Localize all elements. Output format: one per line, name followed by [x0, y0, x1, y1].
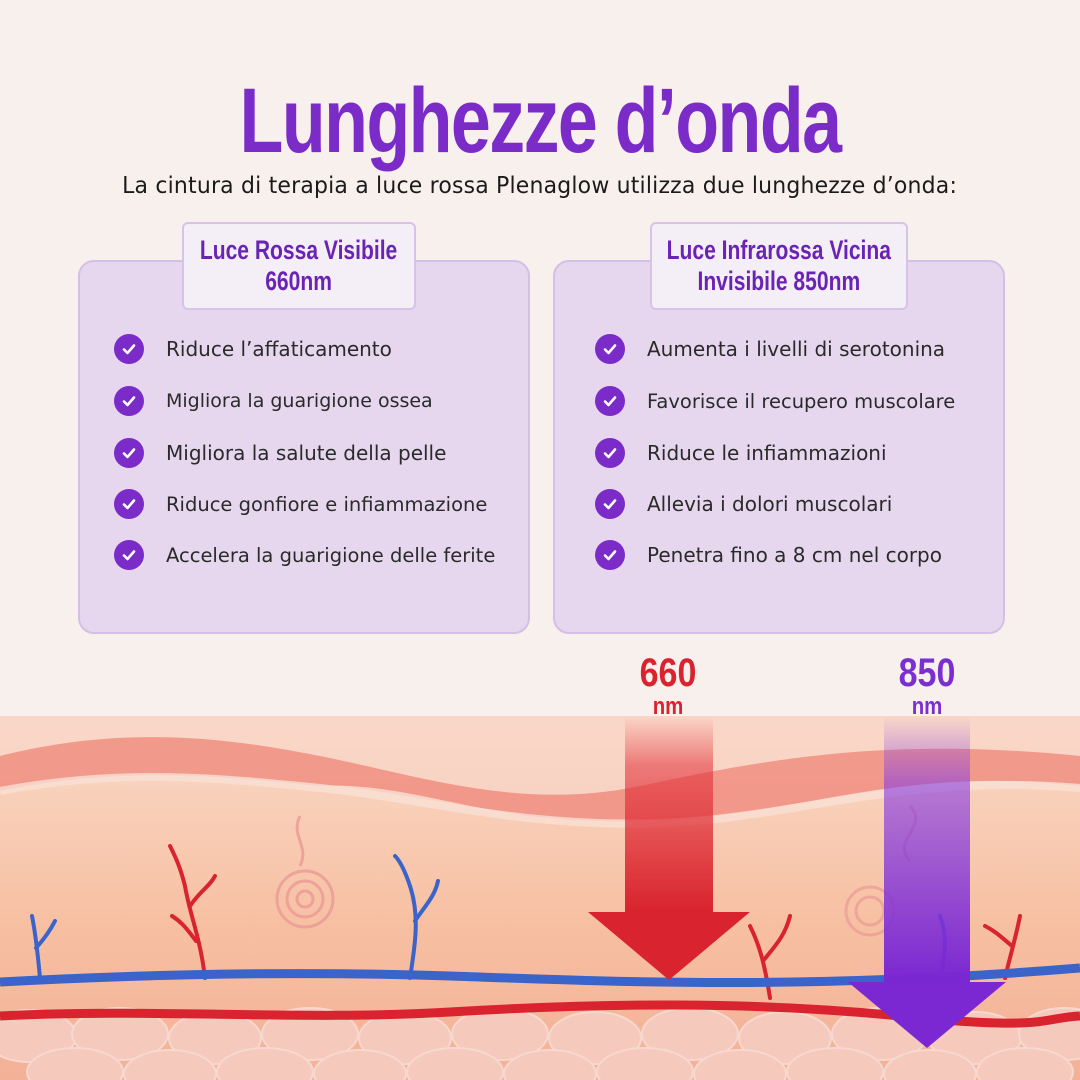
list-item	[595, 334, 945, 364]
list-item-label: Penetra fino a 8 cm nel corpo	[647, 543, 942, 567]
check-circle-icon	[114, 540, 144, 570]
panel-label-line2: Invisibile 850nm	[697, 266, 861, 296]
page-title: Lunghezze d’onda	[239, 70, 841, 172]
list-item	[114, 438, 446, 468]
list-item-label: Riduce gonfiore e infiammazione	[166, 492, 488, 516]
list-item-label: Allevia i dolori muscolari	[647, 492, 893, 516]
list-item	[595, 489, 892, 519]
list-item	[114, 540, 495, 570]
list-item-label: Aumenta i livelli di serotonina	[647, 337, 946, 361]
check-circle-icon	[114, 489, 144, 519]
arrow-label-850: 850 nm	[898, 651, 956, 720]
list-item	[595, 386, 955, 416]
panel-label-near-infrared	[650, 222, 908, 310]
check-circle-icon	[595, 438, 625, 468]
panel-label-visible-red	[182, 222, 416, 310]
list-item	[114, 386, 433, 416]
skin-layers-illustration	[0, 716, 1080, 1080]
check-circle-icon	[114, 334, 144, 364]
page-subtitle: La cintura di terapia a luce rossa Plenaglow utilizza due lunghezze d’onda:	[122, 173, 958, 199]
check-circle-icon	[114, 386, 144, 416]
panel-label-line1: Luce Rossa Visibile	[200, 235, 398, 265]
list-item-label: Favorisce il recupero muscolare	[647, 389, 956, 413]
list-item-label: Riduce l’affaticamento	[166, 337, 392, 361]
check-circle-icon	[595, 386, 625, 416]
list-item-label: Migliora la salute della pelle	[166, 441, 447, 465]
list-item	[595, 438, 887, 468]
list-item-label: Migliora la guarigione ossea	[166, 390, 433, 412]
check-circle-icon	[595, 540, 625, 570]
list-item-label: Accelera la guarigione delle ferite	[166, 543, 496, 567]
list-item	[595, 540, 942, 570]
check-circle-icon	[595, 489, 625, 519]
list-item	[114, 334, 392, 364]
panel-label-line2: 660nm	[265, 266, 333, 296]
arrow-label-660: 660 nm	[639, 651, 697, 720]
check-circle-icon	[114, 438, 144, 468]
list-item-label: Riduce le infiammazioni	[647, 441, 887, 465]
list-item	[114, 489, 487, 519]
check-circle-icon	[595, 334, 625, 364]
panel-label-line1: Luce Infrarossa Vicina	[666, 235, 892, 265]
